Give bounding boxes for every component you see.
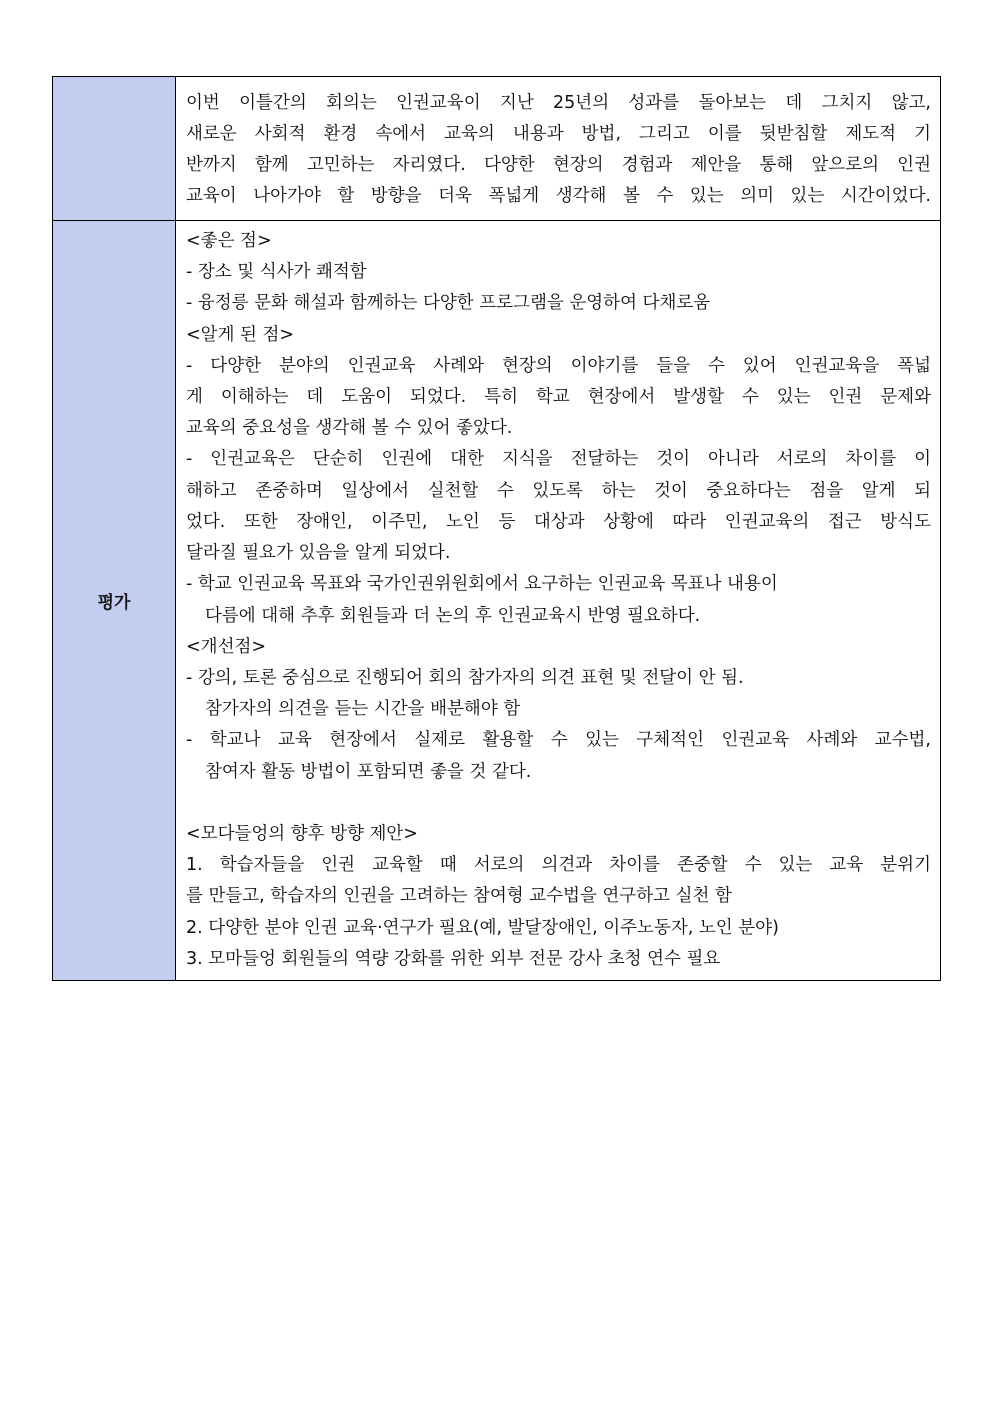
intro-content-cell <box>176 77 941 221</box>
improvement-line: - 강의, 토론 중심으로 진행되어 회의 참가자의 의견 표현 및 전달이 안 됨. <box>186 667 744 688</box>
improvement-line: 참가자의 의견을 듣는 시간을 배분해야 함 <box>205 699 521 720</box>
proposals-heading: <모다들엉의 향후 방향 제안> <box>186 823 418 844</box>
good-point-item: - 장소 및 식사가 쾌적함 <box>186 262 367 283</box>
learned-line: 었다. 또한 장애인, 이주민, 노인 등 대상과 상황에 따라 인권교육의 접근 방식도 <box>186 511 931 532</box>
intro-line: 새로운 사회적 환경 속에서 교육의 내용과 방법, 그리고 이를 뒷받침할 제도적 기 <box>186 123 931 144</box>
learned-line: 해하고 존중하며 일상에서 실천할 수 있도록 하는 것이 중요하다는 점을 알게 되 <box>186 480 931 501</box>
intro-row <box>53 77 941 221</box>
intro-line: 이번 이틀간의 회의는 인권교육이 지난 25년의 성과를 돌아보는 데 그치지 않고, <box>186 92 931 113</box>
intro-label-cell <box>53 77 176 221</box>
evaluation-label-cell: 평가 <box>53 221 176 981</box>
learned-line: 다름에 대해 추후 회원들과 더 논의 후 인권교육시 반영 필요하다. <box>205 605 701 626</box>
proposal-line: 2. 다양한 분야 인권 교육·연구가 필요(예, 발달장애인, 이주노동자, 노인 분야) <box>186 917 779 938</box>
evaluation-report-table <box>52 76 941 981</box>
intro-line: 교육이 나아가야 할 방향을 더욱 폭넓게 생각해 볼 수 있는 의미 있는 시간이었다. <box>186 186 931 207</box>
blank-line <box>186 788 931 819</box>
improvement-line: 참여자 활동 방법이 포함되면 좋을 것 같다. <box>205 761 532 782</box>
learned-line: - 학교 인권교육 목표와 국가인권위원회에서 요구하는 인권교육 목표나 내용이 <box>186 574 778 595</box>
improvements-heading: <개선점> <box>186 636 267 657</box>
evaluation-content-cell <box>176 221 941 981</box>
proposal-line: 를 만들고, 학습자의 인권을 고려하는 참여형 교수법을 연구하고 실천 함 <box>186 886 732 907</box>
good-point-item: - 융정릉 문화 해설과 함께하는 다양한 프로그램을 운영하여 다채로움 <box>186 293 711 314</box>
good-points-heading: <좋은 점> <box>186 231 272 252</box>
evaluation-row <box>53 221 941 981</box>
proposal-line: 1. 학습자들을 인권 교육할 때 서로의 의견과 차이를 존중할 수 있는 교육 분위기 <box>186 855 931 876</box>
learned-line: 교육의 중요성을 생각해 볼 수 있어 좋았다. <box>186 418 513 439</box>
learned-line: - 다양한 분야의 인권교육 사례와 현장의 이야기를 들을 수 있어 인권교육을 폭넓 <box>186 355 931 376</box>
learned-heading: <알게 된 점> <box>186 324 295 345</box>
improvement-line: - 학교나 교육 현장에서 실제로 활용할 수 있는 구체적인 인권교육 사례와 교수법, <box>186 730 931 751</box>
learned-line: 게 이해하는 데 도움이 되었다. 특히 학교 현장에서 발생할 수 있는 인권 문제와 <box>186 387 931 408</box>
learned-line: 달라질 필요가 있음을 알게 되었다. <box>186 543 451 564</box>
intro-line: 반까지 함께 고민하는 자리였다. 다양한 현장의 경험과 제안을 통해 앞으로의 인권 <box>186 155 931 175</box>
learned-line: - 인권교육은 단순히 인권에 대한 지식을 전달하는 것이 아니라 서로의 차이를 이 <box>186 449 931 470</box>
proposal-line: 3. 모마들엉 회원들의 역량 강화를 위한 외부 전문 강사 초청 연수 필요 <box>186 948 721 969</box>
